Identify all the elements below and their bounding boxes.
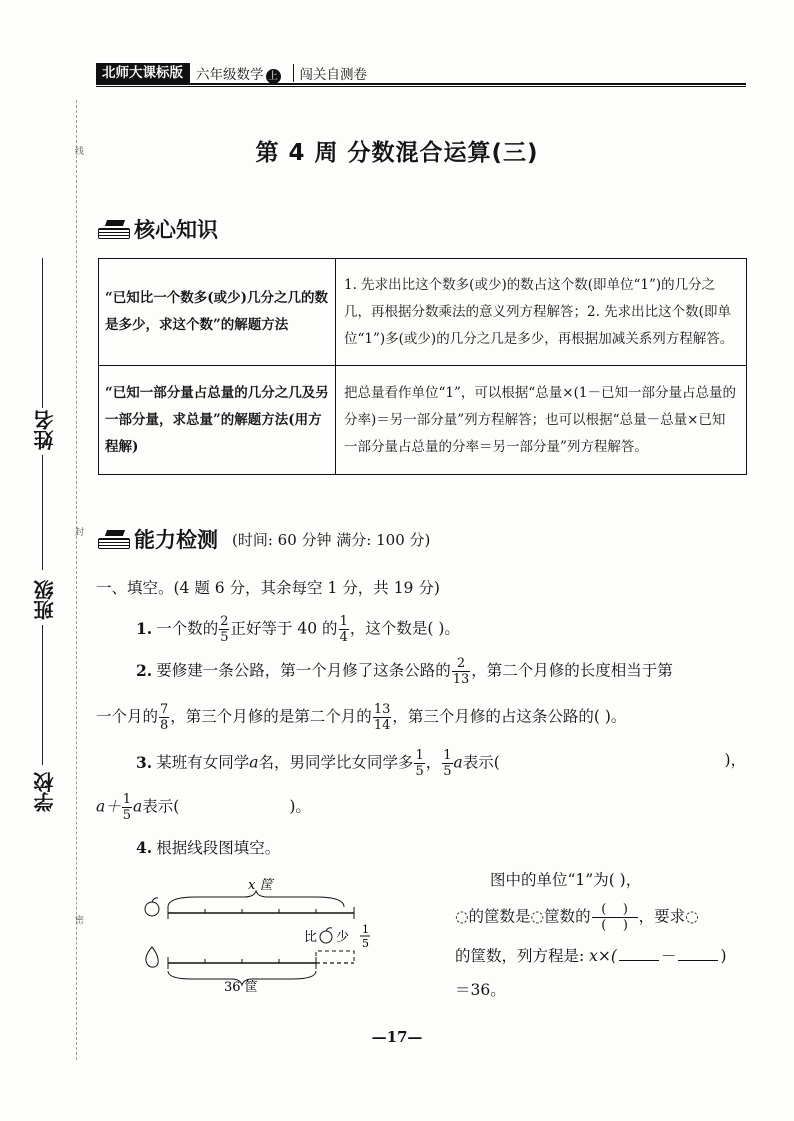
header-rule (96, 83, 746, 85)
question-2-cont: 一个月的 $\frac{7}{8}$ ，第三个月修的是第二个月的 $\frac{13}{14}$ ，第三个月修的占这条公路的( )。 (96, 702, 627, 733)
graduation-book-icon (96, 218, 130, 240)
q4-line-1 (490, 868, 641, 890)
fraction: $\frac{7}{8}$ (160, 702, 169, 733)
diagram-frac-num: 1 (362, 923, 369, 936)
fraction: $\frac{13}{14}$ (373, 702, 391, 733)
page-header (96, 63, 367, 83)
school-field-label: 学校 (33, 772, 57, 812)
binding-mark-seal: 封 (73, 527, 83, 536)
question-1: 1. 一个数的 $\frac{2}{5}$ 正好等于 40 的 $\frac{1}{4}$ ，这个数是( )。 (136, 614, 460, 645)
answer-blank[interactable]: )， (724, 751, 746, 769)
fraction: $\frac{1}{5}$ (443, 748, 452, 779)
q4-line-4: ＝36。 (455, 981, 506, 999)
binding-mark-secret: 密 (73, 915, 83, 924)
difference-marker (316, 951, 354, 963)
question-3-cont: a＋ $\frac{1}{5}$ a表示( )。 (96, 792, 311, 823)
apple-icon: ◌ (530, 907, 545, 926)
test-kind: 闯关自测卷 (299, 67, 367, 83)
diagram-bottom-label: 36 筐 (224, 980, 258, 995)
binding-mark-line: 线 (73, 146, 83, 155)
page-title: 第 4 周 分数混合运算(三) (255, 140, 539, 166)
class-field-line[interactable] (42, 455, 43, 570)
top-brace (168, 891, 344, 907)
section-label: 能力检测 (134, 528, 218, 552)
knowledge-value: 1. 先求出比这个数多(或少)的数占这个数(即单位“1”)的几分之几，再根据分数乘法的意义列方程解答；2. 先求出比这个数(即单位“1”)多(或少)的几分之几是多少，再根据加减关系列方程解答。 (336, 259, 747, 366)
page-number: —17— (371, 1028, 423, 1046)
apple-icon: ◌ (685, 907, 699, 926)
series-badge: 北师大课标版 (96, 63, 189, 83)
answer-blank[interactable]: ，第三个月修的占这条公路的( )。 (392, 707, 627, 726)
section-ability-test (96, 524, 430, 554)
line-segment-diagram (136, 875, 376, 995)
question-2: 2. 要修建一条公路，第一个月修了这条公路的 $\frac{2}{13}$ ，第二个月修的长度相当于第 (136, 656, 673, 687)
question-4: 4. 根据线段图填空。 (136, 838, 281, 857)
section-core-knowledge (96, 214, 218, 244)
name-field-label: 姓名 (33, 410, 57, 450)
apple-icon (145, 898, 159, 916)
class-field-label: 班级 (33, 580, 57, 620)
q4-line-3: 的筐数，列方程是: x×( － ) (455, 947, 727, 965)
table-row (99, 366, 747, 475)
test-meta: (时间: 60 分钟 满分: 100 分) (232, 530, 431, 549)
volume-badge: 上 (266, 69, 281, 84)
fraction: $\frac{1}{5}$ (122, 792, 132, 823)
equation-blank-1[interactable] (619, 960, 659, 961)
grade-label: 六年级数学 上 (189, 63, 287, 84)
answer-fraction-blank[interactable]: $\frac{( )}{( )}$ (592, 902, 638, 933)
knowledge-key: “已知一部分量占总量的几分之几及另一部分量，求总量”的解题方法(用方程解) (99, 366, 336, 475)
question-3: 3. 某班有女同学a名，男同学比女同学多 $\frac{1}{5}$ ， $\frac{1}{5}$ a表示( )， (136, 748, 746, 779)
fraction: $\frac{1}{4}$ (339, 614, 348, 645)
diagram-top-label: x 筐 (248, 878, 273, 893)
q4-line-2: ◌的筐数是◌筐数的 $\frac{( )}{( )}$ ，要求◌ (455, 902, 699, 933)
answer-blank[interactable]: ，这个数是( )。 (349, 619, 460, 638)
pear-icon (146, 947, 158, 967)
knowledge-key: “已知比一个数多(或少)几分之几的数是多少，求这个数”的解题方法 (99, 259, 336, 366)
school-field-line[interactable] (42, 625, 43, 765)
fraction: $\frac{2}{5}$ (220, 614, 229, 645)
apple-icon (320, 928, 332, 943)
fraction: $\frac{2}{13}$ (452, 656, 470, 687)
fraction: $\frac{1}{5}$ (415, 748, 424, 779)
graduation-book-icon (96, 528, 130, 550)
answer-blank[interactable]: 图中的单位“1”为( )， (490, 871, 642, 889)
diagram-frac-den: 5 (362, 937, 369, 950)
header-divider (293, 64, 294, 82)
name-field-line[interactable] (42, 258, 43, 408)
table-row (99, 259, 747, 366)
equation-blank-2[interactable] (678, 960, 718, 961)
diagram-mid-label: 比 (304, 930, 318, 945)
header-rule-thin (96, 86, 746, 87)
knowledge-value: 把总量看作单位“1”，可以根据“总量×(1－已知一部分量占总量的分率)＝另一部分量”列方程解答；也可以根据“总量－总量×已知一部分量占总量的分率＝另一部分量”列方程解答。 (336, 366, 747, 475)
part-heading: 一、填空。(4 题 6 分，其余每空 1 分，共 19 分) (96, 579, 440, 597)
diagram-mid-label2: 少 (336, 930, 350, 945)
pear-icon: ◌ (455, 907, 469, 926)
section-label: 核心知识 (134, 218, 218, 242)
knowledge-table (98, 258, 747, 475)
